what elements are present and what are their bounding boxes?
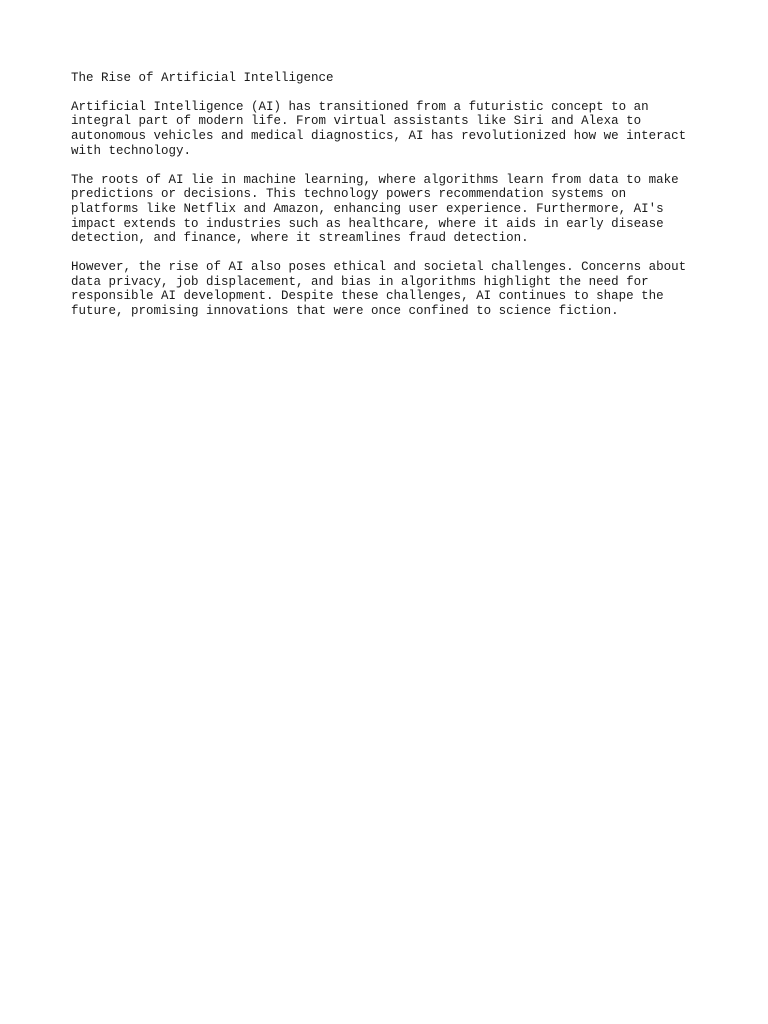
paragraph-line: autonomous vehicles and medical diagnostics, AI has revolutionized how we interact [71, 129, 687, 144]
paragraph-line: Artificial Intelligence (AI) has transitioned from a futuristic concept to an [71, 99, 649, 114]
paragraph-line: with technology. [71, 143, 192, 158]
paragraph-line: data privacy, job displacement, and bias in algorithms highlight the need for [71, 274, 649, 289]
paragraph-line: future, promising innovations that were once confined to science fiction. [71, 304, 619, 319]
paragraph-roots [71, 173, 701, 247]
paragraph-line: integral part of modern life. From virtual assistants like Siri and Alexa to [71, 114, 642, 129]
paragraph-line: predictions or decisions. This technology powers recommendation systems on [71, 187, 627, 202]
paragraph-line: detection, and finance, where it streamlines fraud detection. [71, 231, 529, 246]
paragraph-line: The roots of AI lie in machine learning, where algorithms learn from data to make [71, 172, 679, 187]
paragraph-line: platforms like Netflix and Amazon, enhancing user experience. Furthermore, AI's [71, 201, 664, 216]
paragraph-line: impact extends to industries such as healthcare, where it aids in early disease [71, 216, 664, 231]
paragraph-line: responsible AI development. Despite these challenges, AI continues to shape the [71, 289, 664, 304]
paragraph-line: However, the rise of AI also poses ethical and societal challenges. Concerns about [71, 260, 687, 275]
paragraph-intro [71, 100, 701, 159]
document-page [71, 71, 701, 333]
document-title: The Rise of Artificial Intelligence [71, 71, 334, 85]
paragraph-challenges [71, 260, 701, 319]
